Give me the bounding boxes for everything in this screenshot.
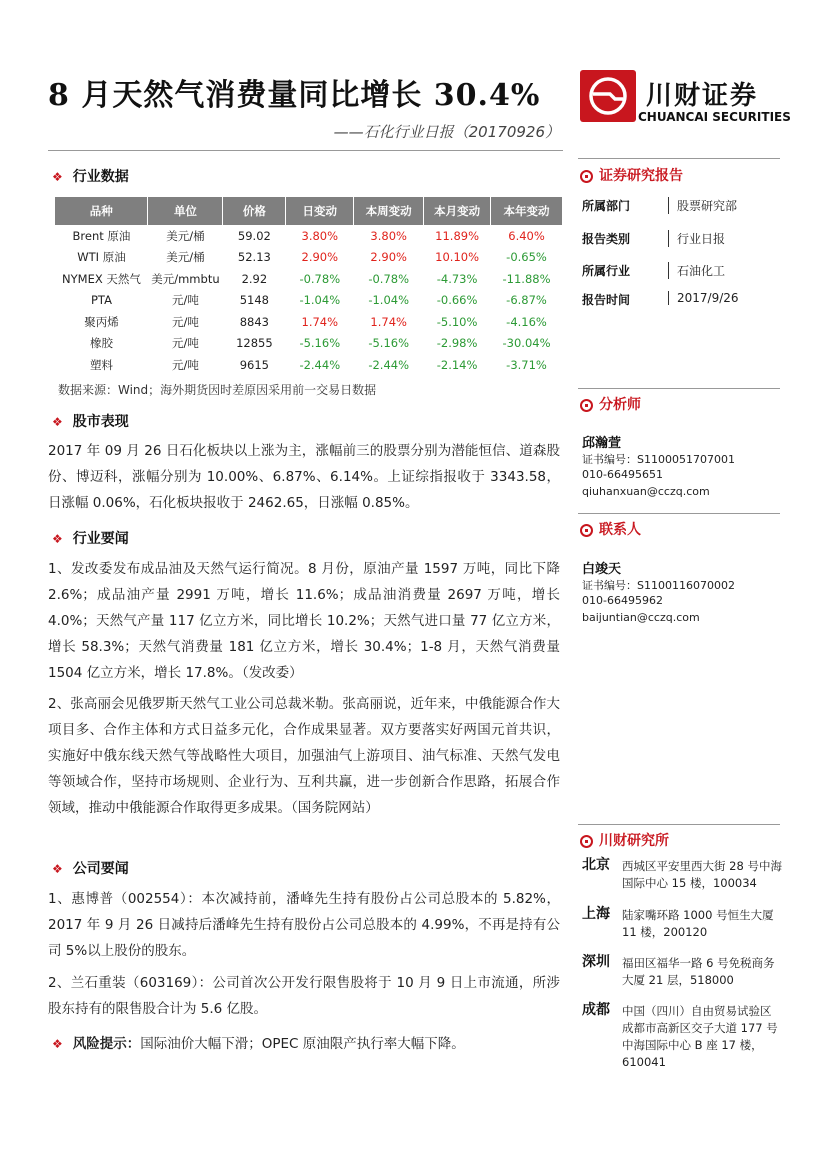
company-name-en: CHUANCAI SECURITIES [638,110,791,124]
col-header: 品种 [55,197,148,225]
report-title: 8 月天然气消费量同比增长 30.4% [48,78,541,113]
table-cell-price: 2.92 [241,271,268,286]
sidebar-divider [578,388,780,389]
office-address: 中国（四川）自由贸易试验区成都市高新区交子大道 177 号中海国际中心 B 座 17 楼，610041 [622,1004,778,1069]
analyst-email[interactable]: qiuhanxuan@cczq.com [582,485,710,498]
circle-bullet-icon [580,835,593,848]
table-cell-year: -30.04% [502,336,551,351]
table-cell-week: -5.16% [368,336,410,351]
analyst-phone: 010-66495651 [582,468,663,481]
industry-data-table [55,197,563,376]
table-cell-day: 1.74% [301,314,339,329]
table-cell-unit: 美元/桶 [166,250,205,265]
table-row [55,225,563,247]
table-cell-price: 9615 [239,357,270,372]
table-cell-day: -2.44% [299,357,341,372]
news-item: 2、张高丽会见俄罗斯天然气工业公司总裁米勒。张高丽说，近年来，中俄能源合作大项目多、合作主体和方式日益多元化，合作成果显著。双方要落实好两国元首共识，实施好中俄东线天然气等战略性大项目，加强油气上游项目、油气标准、天然气发电等领域合作，坚持市场规则、企业行为、互利共赢，进一步创新合作思路，拓展合作领域，推动中俄能源合作取得更多成果。（国务院网站） [48,696,560,816]
diamond-bullet-icon: ❖ [52,1037,63,1051]
info-label: 所属行业 [582,264,631,278]
office-address: 陆家嘴环路 1000 号恒生大厦 11 楼，200120 [622,908,774,939]
sidebar-heading-analyst: 分析师 [580,394,641,414]
table-cell-week: -1.04% [368,293,410,308]
table-cell-day: -5.16% [299,336,341,351]
table-cell-week: -0.78% [368,271,410,286]
table-cell-name: WTI 原油 [77,250,126,265]
diamond-bullet-icon: ❖ [52,415,63,429]
table-cell-unit: 元/吨 [172,357,199,372]
sidebar-divider [578,824,780,825]
table-cell-month: -2.98% [436,336,478,351]
table-cell-price: 52.13 [237,250,271,265]
info-value: 行业日报 [668,230,725,247]
contact-email[interactable]: baijuntian@cczq.com [582,611,700,624]
info-label: 报告时间 [582,293,631,307]
circle-bullet-icon [580,399,593,412]
circle-bullet-icon [580,524,593,537]
table-cell-month: -5.10% [436,314,478,329]
table-cell-name: NYMEX 天然气 [62,271,141,286]
col-header: 单位 [148,197,223,225]
col-header: 日变动 [286,197,354,225]
table-header-row [55,197,563,225]
table-cell-name: 橡胶 [89,336,113,351]
table-cell-week: 1.74% [370,314,407,329]
table-row [55,247,563,269]
table-cell-day: -0.78% [299,271,341,286]
table-cell-day: 3.80% [301,228,339,243]
info-value: 2017/9/26 [668,291,739,305]
table-row [55,333,563,355]
table-cell-name: PTA [91,293,112,308]
diamond-bullet-icon: ❖ [52,862,63,876]
office-address: 福田区福华一路 6 号免税商务大厦 21 层，518000 [622,956,775,987]
table-cell-name: 聚丙烯 [84,314,119,329]
risk-text: 国际油价大幅下滑；OPEC 原油限产执行率大幅下降。 [140,1036,465,1052]
sidebar-heading-institute: 川财研究所 [580,830,669,850]
table-cell-day: -1.04% [299,293,341,308]
section-heading-company-news: ❖ 公司要闻 [52,861,129,877]
office-city: 成都 [582,1002,610,1018]
info-value: 股票研究部 [668,197,737,214]
diamond-bullet-icon: ❖ [52,170,63,184]
report-subtitle: ——石化行业日报（20170926） [333,123,560,141]
diamond-bullet-icon: ❖ [52,532,63,546]
table-cell-month: -4.73% [436,271,478,286]
table-cell-year: -11.88% [502,271,551,286]
table-row [55,290,563,312]
office-address: 西城区平安里西大街 28 号中海国际中心 15 楼，100034 [622,859,782,890]
info-label: 所属部门 [582,199,631,213]
col-header: 价格 [223,197,286,225]
office-city: 深圳 [582,954,610,970]
section-heading-industry-news: ❖ 行业要闻 [52,531,129,547]
table-cell-price: 59.02 [237,228,271,243]
col-header: 本月变动 [424,197,491,225]
contact-name: 白竣天 [582,562,622,577]
risk-warning [52,1032,465,1052]
table-cell-month: -0.66% [436,293,478,308]
table-row [55,268,563,290]
header-divider [48,150,563,151]
analyst-name: 邱瀚萱 [582,436,622,451]
info-value: 石油化工 [668,262,725,279]
company-news-item: 1、惠博普（002554）：本次减持前，潘峰先生持有股份占公司总股本的 5.82%，2017 年 9 月 26 日减持后潘峰先生持有股份占公司总股本的 4.99%，不再是持有公司 5%以上股份的股东。 [48,891,560,959]
table-cell-unit: 美元/mmbtu [151,271,220,286]
company-logo-icon [580,70,636,122]
table-cell-price: 12855 [236,336,273,351]
table-row [55,354,563,376]
table-cell-year: -0.65% [506,250,547,265]
table-cell-week: 2.90% [370,250,407,265]
table-cell-unit: 元/吨 [172,293,199,308]
company-name-cn: 川财证券 [646,81,759,111]
contact-phone: 010-66495962 [582,594,663,607]
contact-cert: 证书编号：S1100116070002 [582,579,735,592]
table-cell-year: 6.40% [508,228,545,243]
col-header: 本周变动 [354,197,424,225]
company-news-item: 2、兰石重装（603169）：公司首次公开发行限售股将于 10 月 9 日上市流通，所涉股东持有的限售股合计为 5.6 亿股。 [48,975,560,1017]
table-cell-week: -2.44% [368,357,410,372]
section-heading-industry-data: ❖ 行业数据 [52,169,129,185]
data-source-note: 数据来源：Wind；海外期货因时差原因采用前一交易日数据 [58,383,377,397]
table-cell-price: 8843 [239,314,270,329]
table-row [55,311,563,333]
office-city: 上海 [582,906,610,922]
office-city: 北京 [582,857,610,873]
sidebar-divider [578,158,780,159]
news-item: 1、发改委发布成品油及天然气运行简况。8 月份，原油产量 1597 万吨，同比下降 2.6%；成品油产量 2991 万吨，增长 11.6%；成品油消费量 2697 万吨，增长 4.0%；天然气产量 117 亿立方米，同比增长 10.2%；天然气进口量 77 亿立方米，增长 58.3%；天然气消费量 181 亿立方米，增长 30.4%；1-8 月，天然气消费量 1504 亿立方米，增长 17.8%。（发改委） [48,561,560,681]
market-paragraph: 2017 年 09 月 26 日石化板块以上涨为主，涨幅前三的股票分别为潜能恒信、道森股份、博迈科，涨幅分别为 10.00%、6.87%、6.14%。上证综指报收于 3343.58，日涨幅 0.06%，石化板块报收于 2462.65，日涨幅 0.85%。 [48,443,560,511]
sidebar-heading-contact: 联系人 [580,519,641,539]
table-cell-month: -2.14% [436,357,478,372]
section-heading-market: ❖ 股市表现 [52,414,129,430]
table-cell-year: -3.71% [506,357,547,372]
analyst-cert: 证书编号：S1100051707001 [582,453,735,466]
info-label: 报告类别 [582,232,631,246]
table-cell-unit: 元/吨 [172,336,199,351]
table-cell-month: 10.10% [435,250,480,265]
table-cell-name: 塑料 [89,357,113,372]
table-cell-day: 2.90% [301,250,339,265]
risk-label: 风险提示： [72,1036,141,1052]
table-cell-year: -6.87% [506,293,547,308]
sidebar-divider [578,513,780,514]
table-cell-unit: 美元/桶 [166,228,205,243]
table-cell-unit: 元/吨 [172,314,199,329]
table-cell-name: Brent 原油 [72,228,131,243]
col-header: 本年变动 [491,197,563,225]
table-cell-month: 11.89% [435,228,480,243]
table-cell-year: -4.16% [506,314,547,329]
table-cell-week: 3.80% [370,228,407,243]
sidebar-heading-report: 证券研究报告 [580,165,683,185]
table-cell-price: 5148 [239,293,270,308]
circle-bullet-icon [580,170,593,183]
